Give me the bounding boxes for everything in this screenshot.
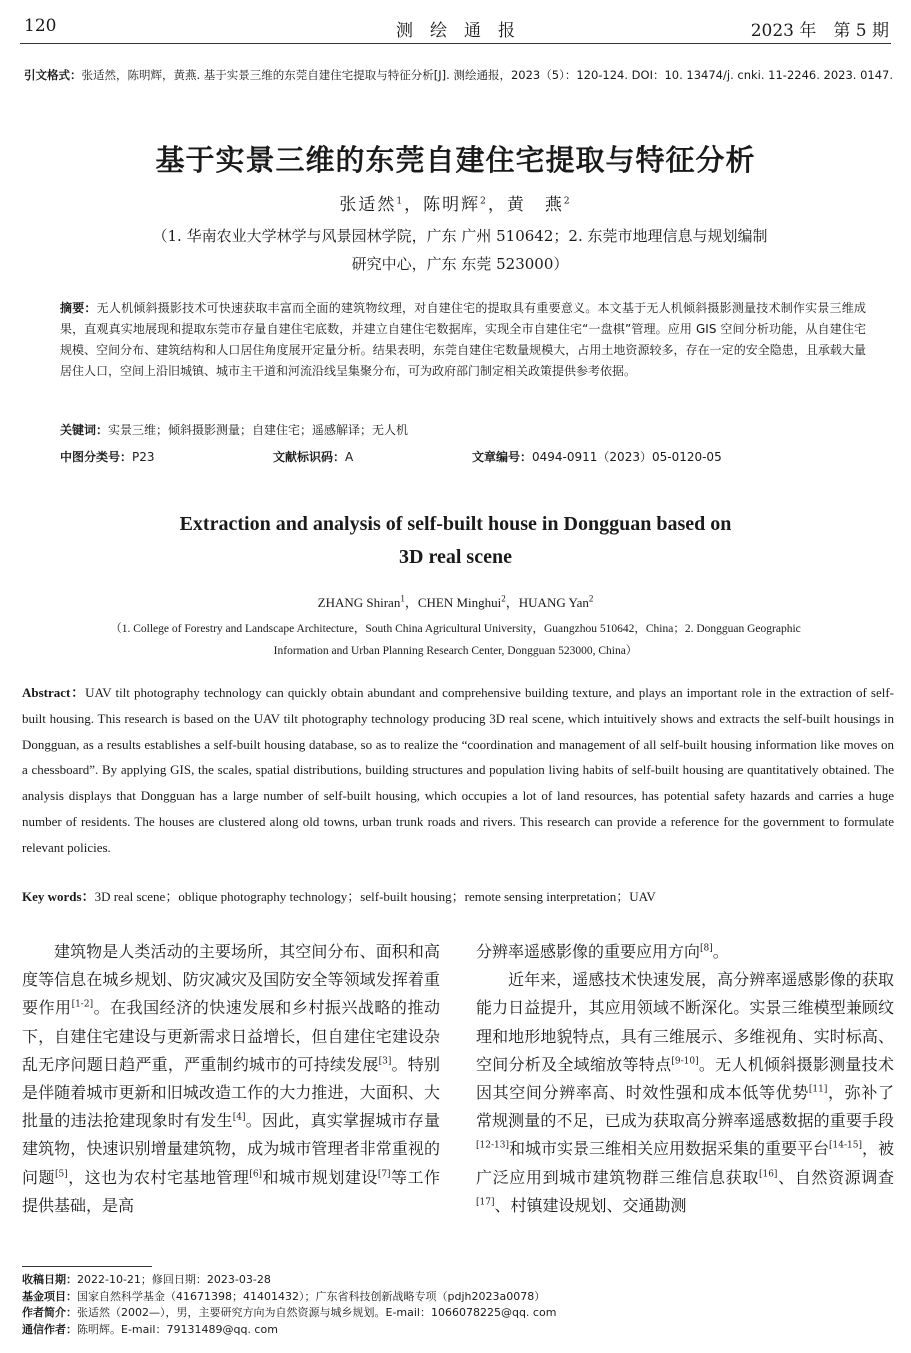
body-text: 、村镇建设规划、交通勘测 bbox=[494, 1195, 687, 1215]
footnote-corresponding: 通信作者：陈明辉。E-mail：79131489@qq. com bbox=[22, 1322, 278, 1336]
journal-name: 测 绘 通 报 bbox=[396, 21, 515, 41]
abstract-cn: 摘要：无人机倾斜摄影技术可快速获取丰富而全面的建筑物纹理，对自建住宅的提取具有重要意义。本文基于无人机倾斜摄影测量技术制作实景三维成果，直观真实地展现和提取东莞市存量自建住宅底数，并建立自建住宅数据库，实现全市自建住宅“一盘棋”管理。应用 GIS 空间分析功能，从自建住宅规模、空间分布、建筑结构和人口居住角度展开定量分析。结果表明，东莞自建住宅数量规模大，占用土地资源较多，存在一定的安全隐患，且承载大量居住人口，空间上沿旧城镇、城市主干道和河流沿线呈集聚分布，可为政府部门制定相关政策提供参考依据。 bbox=[60, 301, 866, 378]
body-text: 分辨率遥感影像的重要应用方向 bbox=[476, 942, 701, 961]
citation-ref: [4] bbox=[232, 1112, 246, 1123]
citation-ref: [5] bbox=[54, 1169, 68, 1180]
title-en: Extraction and analysis of self-built house in Dongguan based on 3D real scene bbox=[179, 513, 732, 568]
body-text: 和城市规划建设 bbox=[262, 1167, 378, 1187]
body-text: ，弥补了常规测量的不足，已成为获取高分辨率遥感数据的重要手段 bbox=[476, 1083, 894, 1131]
body-paragraph bbox=[22, 938, 440, 1220]
citation-ref: [1-2] bbox=[71, 1000, 94, 1011]
keywords-en: Key words：3D real scene；oblique photography technology；self-built housing；remote sensing interpretation；UAV bbox=[22, 889, 656, 904]
footnote-funding: 基金项目：国家自然科学基金（41671398；41401432）；广东省科技创新战略专项（pdjh2023a0078） bbox=[22, 1289, 546, 1303]
doc-code: 文献标识码：A bbox=[273, 450, 354, 464]
clc-number: 中图分类号：P23 bbox=[60, 450, 155, 464]
article-number: 文章编号：0494-0911（2023）05-0120-05 bbox=[472, 450, 722, 464]
footnotes bbox=[22, 1272, 892, 1338]
citation-ref: [8] bbox=[700, 943, 713, 954]
issue-info: 2023 年 第 5 期 bbox=[750, 21, 889, 41]
citation-ref: [14-15] bbox=[829, 1141, 862, 1152]
footnote-author: 作者简介：张适然（2002—），男，主要研究方向为自然资源与城乡规划。E-mail：1066078225@qq. com bbox=[22, 1306, 557, 1319]
body-text: ，被广泛应用到城市建筑物群三维信息获取 bbox=[476, 1139, 894, 1187]
citation-ref: [6] bbox=[249, 1169, 263, 1180]
body-text: 等工作提供基础，是高 bbox=[22, 1167, 440, 1215]
citation: 引文格式：张适然，陈明辉，黄燕. 基于实景三维的东莞自建住宅提取与特征分析[J]. 测绘通报，2023（5）：120-124. DOI：10. 13474/j. cnki. 11-2246. 2023. 0147. bbox=[24, 68, 894, 82]
body-text: 。在我国经济的快速发展和乡村振兴战略的推动下，自建住宅建设与更新需求日益增长，但自建住宅建设杂乱无序问题日趋严重，严重制约城市的可持续发展 bbox=[22, 998, 440, 1074]
body-paragraph bbox=[476, 938, 894, 966]
title-cn: 基于实景三维的东莞自建住宅提取与特征分析 bbox=[155, 143, 756, 177]
abstract-en: Abstract：UAV tilt photography technology can quickly obtain abundant and comprehensive building texture, and plays an important role in the extraction of self-built housing. This research is based on the UAV tilt photography technology producing 3D real scene, which intuitively shows and extracts the self-built housings in Dongguan, as a results establishes a self-built housing database, so as to realize the “coordination and management of all self-built housing information like moves on a chessboard”. By applying GIS, the scales, spatial distributions, building structures and population living habits of self-built housing are quantitatively obtained. The analysis displays that Dongguan has a large number of self-built housing, which occupies a lot of land resources, has potential safety hazards and carries a huge number of residents. The houses are clustered along old towns, urban trunk roads and rivers. This research can provide a reference for the government to formulate relevant policies. bbox=[22, 685, 894, 855]
page-number: 120 bbox=[24, 16, 57, 36]
footnote-rule bbox=[22, 1266, 152, 1267]
authors-en: ZHANG Shiran$^1$，CHEN Minghui$^2$，HUANG Yan$^2$ bbox=[317, 593, 594, 610]
footnote-received: 收稿日期：2022-10-21；修回日期：2023-03-28 bbox=[22, 1273, 271, 1286]
body-text: 建筑物是人类活动的主要场所，其空间分布、面积和高度等信息在城乡规划、防灾减灾及国防安全等领域发挥着重要作用 bbox=[22, 942, 440, 1018]
body-text: 。特别是伴随着城市更新和旧城改造工作的大力推进，大面积、大批量的违法抢建现象时有发生 bbox=[22, 1054, 440, 1131]
citation-ref: [12-13] bbox=[476, 1141, 509, 1152]
citation-ref: [16] bbox=[758, 1169, 778, 1180]
citation-ref: [9-10] bbox=[671, 1056, 699, 1067]
body-column-right bbox=[476, 938, 894, 1220]
citation-ref: [17] bbox=[476, 1197, 495, 1208]
keywords-cn: 关键词：实景三维；倾斜摄影测量；自建住宅；遥感解译；无人机 bbox=[60, 423, 409, 437]
citation-ref: [7] bbox=[377, 1169, 391, 1180]
body-text: 和城市实景三维相关应用数据采集的重要平台 bbox=[508, 1139, 829, 1159]
affiliations-en: （1. College of Forestry and Landscape Architecture，South China Agricultural University，Guangzhou 510642，China；2. Dongguan Geographic Information and Urban Planning Research Center, Dongguan 523000, China） bbox=[110, 623, 801, 657]
header-rule bbox=[20, 43, 891, 44]
authors-cn: 张适然$^1$，陈明辉$^2$，黄 燕$^2$ bbox=[339, 195, 572, 215]
body-text: 。因此，真实掌握城市存量建筑物，快速识别增量建筑物，成为城市管理者非常重视的问题 bbox=[22, 1111, 440, 1187]
body-text: 。无人机倾斜摄影测量技术因其空间分辨率高、时效性强和成本低等优势 bbox=[476, 1054, 894, 1103]
body-text: ，这也为农村宅基地管理 bbox=[67, 1167, 250, 1187]
body-text: 近年来，遥感技术快速发展，高分辨率遥感影像的获取能力日益提升，其应用领域不断深化。实景三维模型兼顾纹理和地形地貌特点，具有三维展示、多维视角、实时标高、空间分析及全域缩放等特点 bbox=[476, 970, 894, 1074]
affiliations-cn: （1. 华南农业大学林学与风景园林学院，广东 广州 510642；2. 东莞市地理信息与规划编制 研究中心，广东 东莞 523000） bbox=[152, 227, 768, 273]
body-paragraph bbox=[476, 966, 894, 1220]
citation-ref: [3] bbox=[378, 1056, 392, 1067]
body-text: 、自然资源调查 bbox=[777, 1167, 894, 1187]
citation-ref: [11] bbox=[808, 1084, 828, 1095]
body-column-left bbox=[22, 938, 440, 1220]
body-text: 。 bbox=[712, 942, 729, 961]
